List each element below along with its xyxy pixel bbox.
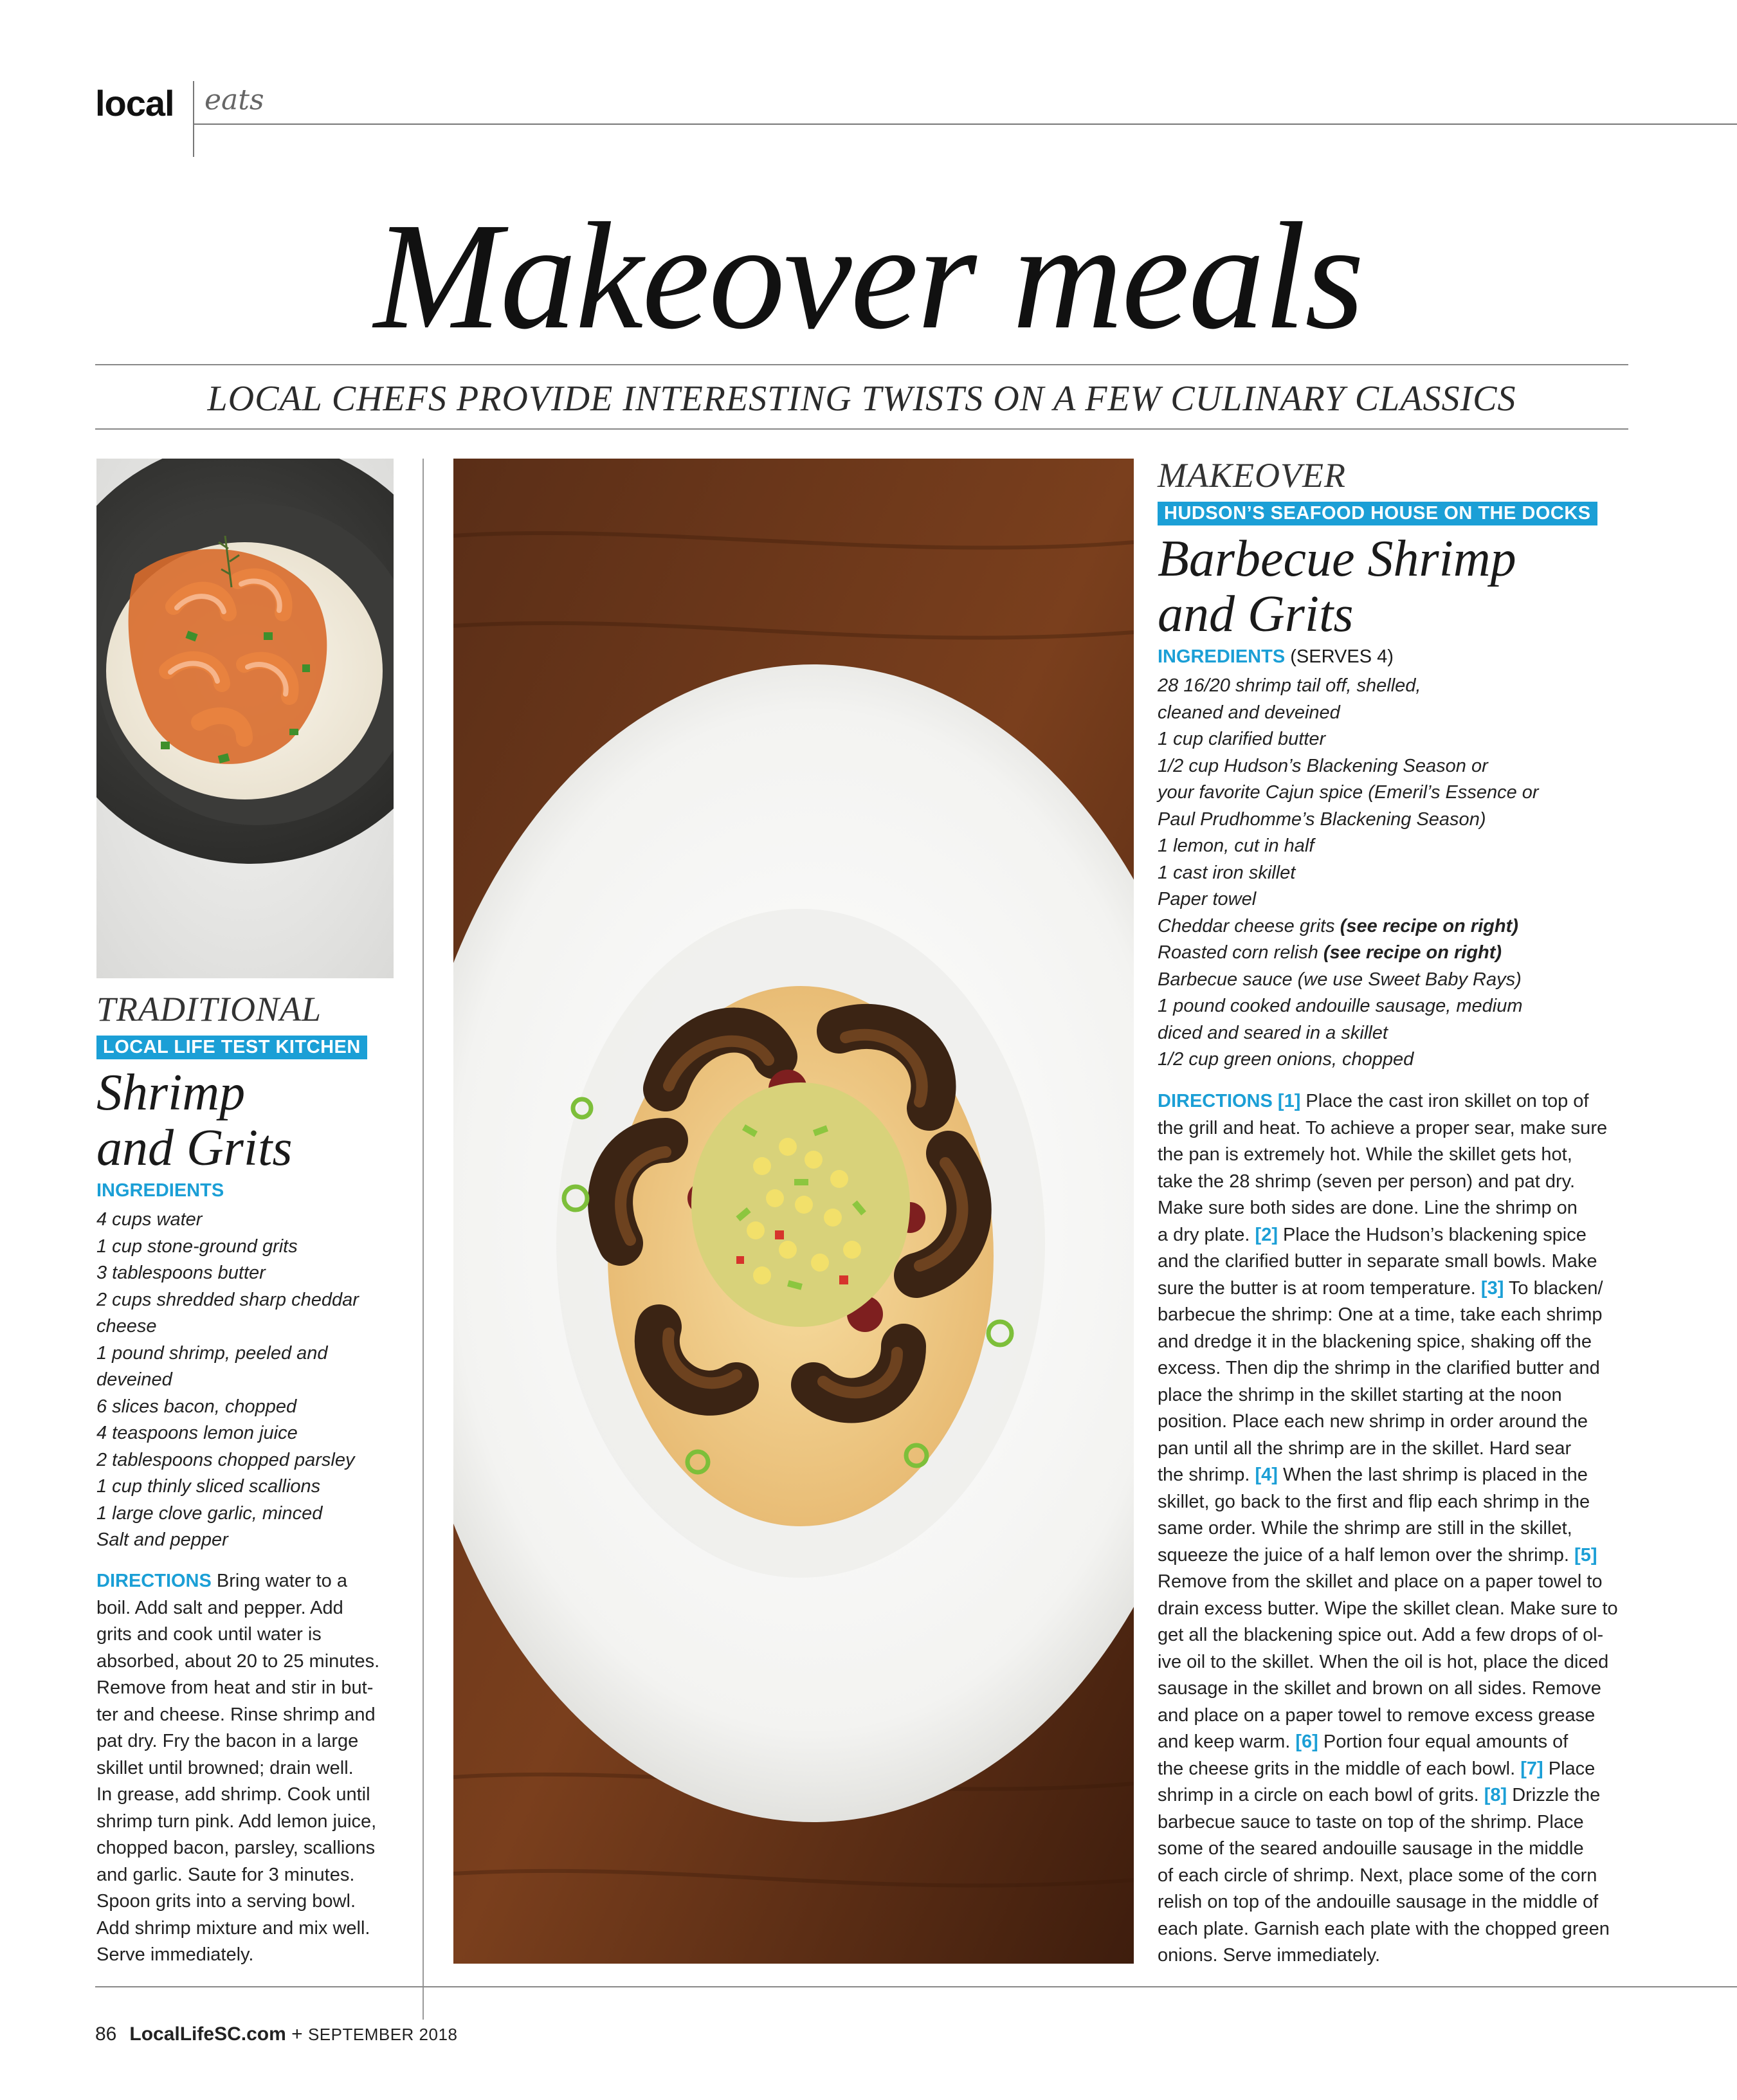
direction-line: Remove from the skillet and place on a paper towel to — [1158, 1571, 1603, 1592]
makeover-dish-title-line1: Barbecue Shrimp — [1158, 531, 1516, 587]
makeover-serves: (SERVES 4) — [1285, 646, 1394, 667]
direction-line: Portion four equal amounts of — [1318, 1731, 1569, 1752]
direction-line: drain excess butter. Wipe the skillet clean. Make sure to — [1158, 1598, 1618, 1619]
ingredient-item: 1 large clove garlic, minced — [96, 1502, 323, 1524]
direction-line: a dry plate. — [1158, 1224, 1255, 1245]
direction-line: barbecue the shrimp: One at a time, take each shrimp — [1158, 1304, 1603, 1325]
footer-separator: + — [286, 2023, 308, 2045]
header-divider — [193, 81, 194, 157]
direction-line: sausage in the skillet and brown on all sides. Remove — [1158, 1678, 1601, 1699]
ingredient-item: 2 tablespoons chopped parsley — [96, 1449, 355, 1470]
direction-line: take the 28 shrimp (seven per person) and pat dry. — [1158, 1171, 1576, 1192]
ingredient-item: Salt and pepper — [96, 1529, 228, 1550]
traditional-directions — [96, 1568, 399, 1969]
direction-line: squeeze the juice of a half lemon over the shrimp. — [1158, 1544, 1575, 1566]
step-marker: [5] — [1574, 1544, 1597, 1566]
header-rule — [193, 123, 1737, 125]
grits-line: Cheddar cheese grits — [1158, 915, 1340, 936]
direction-line: relish on top of the andouille sausage in the middle of — [1158, 1892, 1599, 1912]
ingredient-item: 1 lemon, cut in half — [1158, 835, 1314, 856]
relish-line: Roasted corn relish — [1158, 942, 1323, 963]
traditional-source — [96, 1036, 399, 1059]
ingredient-item: 1 cup thinly sliced scallions — [96, 1476, 321, 1497]
traditional-ingredients-label: INGREDIENTS — [96, 1180, 224, 1201]
page-title: Makeover meals — [374, 192, 1363, 361]
footer-date: SEPTEMBER 2018 — [307, 2025, 458, 2044]
direction-line: Add shrimp mixture and mix well. — [96, 1917, 370, 1939]
ingredient-item — [1158, 940, 1621, 967]
direction-line: boil. Add salt and pepper. Add — [96, 1597, 343, 1618]
makeover-dish-title — [1158, 531, 1621, 642]
ingredient-item: 28 16/20 shrimp tail off, shelled, — [1158, 675, 1421, 696]
ingredient-item: 4 teaspoons lemon juice — [96, 1423, 298, 1443]
direction-line: Bring water to a — [211, 1571, 347, 1591]
ingredient-item: your favorite Cajun spice (Emeril’s Essence or — [1158, 782, 1539, 803]
relish-note: (see recipe on right) — [1323, 942, 1502, 963]
direction-line: ive oil to the skillet. When the oil is hot, place the diced — [1158, 1651, 1609, 1672]
ingredient-item: Barbecue sauce (we use Sweet Baby Rays) — [1158, 969, 1522, 990]
step-marker: [6] — [1295, 1731, 1318, 1752]
direction-line: the shrimp. — [1158, 1465, 1255, 1485]
ingredient-item: 1 cup stone-ground grits — [96, 1236, 298, 1257]
makeover-ingredients-label: INGREDIENTS — [1158, 646, 1286, 667]
direction-line: pat dry. Fry the bacon in a large — [96, 1731, 359, 1751]
direction-line: get all the blackening spice out. Add a few drops of ol- — [1158, 1625, 1604, 1645]
direction-line: excess. Then dip the shrimp in the clarified butter and — [1158, 1358, 1600, 1378]
direction-line: grits and cook until water is — [96, 1624, 322, 1645]
direction-line: each plate. Garnish each plate with the chopped green — [1158, 1918, 1610, 1939]
direction-line: barbecue sauce to taste on top of the shrimp. Place — [1158, 1811, 1584, 1832]
makeover-dish-photo — [453, 459, 1134, 1964]
step-marker: [2] — [1255, 1224, 1278, 1245]
direction-line: To blacken/ — [1504, 1277, 1603, 1299]
direction-line: ter and cheese. Rinse shrimp and — [96, 1704, 376, 1725]
direction-line: the cheese grits in the middle of each bowl. — [1158, 1758, 1521, 1779]
direction-line: skillet until browned; drain well. — [96, 1757, 354, 1778]
ingredient-item: 1/2 cup Hudson’s Blackening Season or — [1158, 755, 1488, 776]
traditional-ingredients-list — [96, 1207, 399, 1554]
direction-line: sure the butter is at room temperature. — [1158, 1277, 1481, 1299]
title-rule-bottom — [95, 428, 1628, 430]
ingredient-item: Paper towel — [1158, 889, 1257, 909]
ingredient-item: 1 pound cooked andouille sausage, medium — [1158, 996, 1523, 1016]
traditional-source-tag: LOCAL LIFE TEST KITCHEN — [96, 1036, 367, 1059]
ingredient-item: 2 cups shredded sharp cheddar — [96, 1289, 359, 1310]
step-marker: [3] — [1480, 1277, 1504, 1299]
title-rule-top — [95, 364, 1628, 365]
ingredient-item: 4 cups water — [96, 1209, 203, 1230]
makeover-ingredients-list — [1158, 673, 1621, 1073]
ingredient-item: 1 cup clarified butter — [1158, 729, 1326, 749]
direction-line: shrimp turn pink. Add lemon juice, — [96, 1811, 377, 1832]
ingredient-item: 1 pound shrimp, peeled and — [96, 1342, 328, 1364]
direction-line: of each circle of shrimp. Next, place some of the corn — [1158, 1865, 1597, 1886]
ingredient-item: 1 cast iron skillet — [1158, 862, 1296, 883]
ingredient-item: deveined — [96, 1369, 172, 1390]
makeover-directions — [1158, 1088, 1621, 1969]
direction-line: the pan is extremely hot. While the skillet gets hot, — [1158, 1144, 1572, 1165]
traditional-dish-title — [96, 1065, 399, 1176]
direction-line: pan until all the shrimp are in the skillet. Hard sear — [1158, 1438, 1572, 1459]
traditional-dish-photo — [96, 459, 394, 978]
direction-line: position. Place each new shrimp in order around the — [1158, 1411, 1588, 1432]
direction-line: the grill and heat. To achieve a proper sear, make sure — [1158, 1117, 1608, 1138]
step-marker: [8] — [1484, 1785, 1507, 1805]
direction-line: absorbed, about 20 to 25 minutes. — [96, 1650, 380, 1672]
traditional-dish-title-line2: and Grits — [96, 1120, 293, 1176]
direction-line: In grease, add shrimp. Cook until — [96, 1784, 370, 1805]
direction-line: place the shrimp in the skillet starting at the noon — [1158, 1384, 1562, 1405]
traditional-dish-title-line1: Shrimp — [96, 1064, 246, 1121]
grits-note: (see recipe on right) — [1340, 915, 1518, 936]
ingredient-item: Paul Prudhomme’s Blackening Season) — [1158, 808, 1486, 830]
makeover-source — [1158, 502, 1621, 525]
direction-line: Serve immediately. — [96, 1944, 254, 1965]
direction-line: same order. While the shrimp are still in the skillet, — [1158, 1518, 1572, 1538]
makeover-kicker: MAKEOVER — [1158, 456, 1346, 495]
makeover-directions-label: DIRECTIONS — [1158, 1091, 1273, 1111]
traditional-directions-label: DIRECTIONS — [96, 1571, 212, 1591]
direction-line: and garlic. Saute for 3 minutes. — [96, 1864, 355, 1885]
subsection-label: eats — [205, 84, 264, 116]
direction-line: Make sure both sides are done. Line the shrimp on — [1158, 1198, 1578, 1218]
makeover-dish-title-line2: and Grits — [1158, 586, 1354, 643]
ingredient-item: cheese — [96, 1316, 157, 1337]
direction-line: and place on a paper towel to remove excess grease — [1158, 1704, 1596, 1726]
makeover-source-tag: HUDSON’S SEAFOOD HOUSE ON THE DOCKS — [1158, 502, 1597, 525]
step-marker: [7] — [1520, 1758, 1543, 1779]
page-number: 86 — [95, 2023, 117, 2045]
step-marker: [1] — [1277, 1091, 1301, 1111]
page-subtitle: LOCAL CHEFS PROVIDE INTERESTING TWISTS ON A FEW CULINARY CLASSICS — [207, 379, 1516, 419]
direction-line: some of the seared andouille sausage in the middle — [1158, 1838, 1584, 1859]
footer-site: LocalLifeSC.com — [129, 2023, 286, 2045]
direction-line: and the clarified butter in separate small bowls. Make — [1158, 1251, 1597, 1272]
traditional-kicker: TRADITIONAL — [96, 990, 322, 1028]
direction-line: Spoon grits into a serving bowl. — [96, 1891, 356, 1912]
page-footer — [95, 2023, 457, 2045]
ingredient-item — [1158, 913, 1621, 940]
step-marker: [4] — [1255, 1465, 1278, 1485]
direction-line: Drizzle the — [1507, 1785, 1601, 1805]
direction-line: and keep warm. — [1158, 1731, 1296, 1752]
direction-line: skillet, go back to the first and flip each shrimp in the — [1158, 1491, 1590, 1512]
ingredient-item: 6 slices bacon, chopped — [96, 1396, 297, 1417]
column-divider — [423, 459, 424, 2020]
ingredient-item: cleaned and deveined — [1158, 702, 1340, 723]
direction-line: chopped bacon, parsley, scallions — [96, 1838, 376, 1858]
section-logo: local — [95, 83, 174, 123]
direction-line: Remove from heat and stir in but- — [96, 1677, 374, 1698]
footer-rule — [95, 1986, 1737, 1987]
direction-line: shrimp in a circle on each bowl of grits. — [1158, 1785, 1484, 1805]
ingredient-item: diced and seared in a skillet — [1158, 1022, 1388, 1043]
direction-line: onions. Serve immediately. — [1158, 1945, 1381, 1966]
ingredient-item: 3 tablespoons butter — [96, 1263, 266, 1283]
direction-line: Place — [1543, 1758, 1596, 1779]
direction-line: Place the Hudson’s blackening spice — [1277, 1224, 1587, 1245]
direction-line: When the last shrimp is placed in the — [1277, 1465, 1588, 1485]
makeover-ingredients-heading — [1158, 646, 1621, 668]
direction-line: Place the cast iron skillet on top of — [1300, 1091, 1589, 1111]
ingredient-item: 1/2 cup green onions, chopped — [1158, 1049, 1414, 1070]
direction-line: and dredge it in the blackening spice, shaking off the — [1158, 1331, 1592, 1352]
